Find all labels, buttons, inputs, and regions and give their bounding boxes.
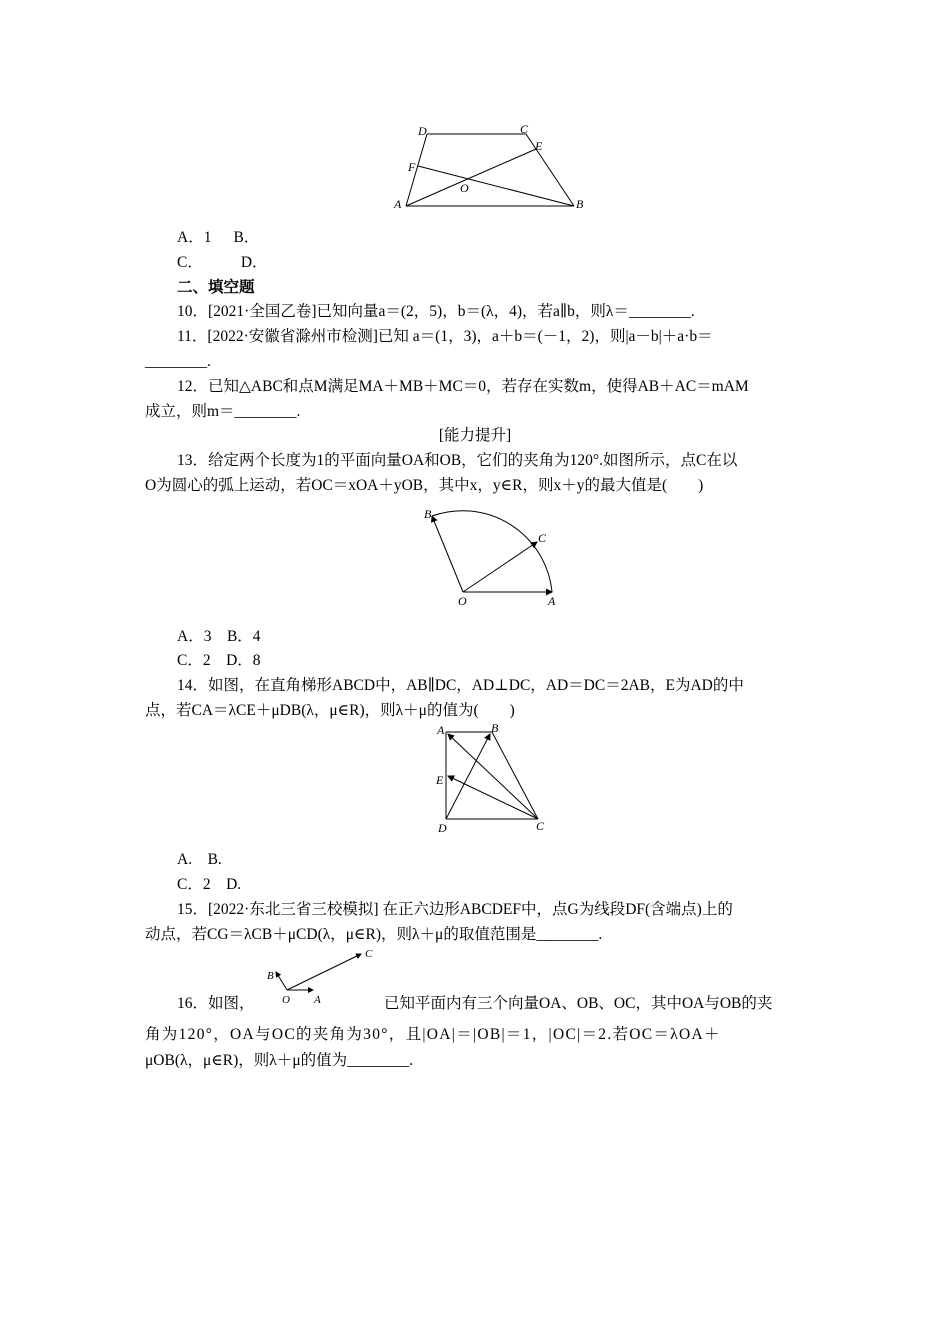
question-13-line1: 13．给定两个长度为1的平面向量OA和OB，它们的夹角为120°.如图所示，点C在以: [177, 452, 738, 469]
label-o: O: [458, 594, 467, 608]
vector-oc: [463, 542, 537, 592]
question-16-line3: μOB(λ，μ∈R)，则λ＋μ的值为________.: [145, 1052, 414, 1069]
vector-ob: [432, 516, 463, 592]
label-f: F: [408, 160, 416, 174]
segment-fb: [418, 166, 574, 206]
label-b: B: [491, 722, 499, 735]
question-13-line2: O为圆心的弧上运动，若OC＝xOA＋yOB，其中x，y∈R，则x＋y的最大值是( ): [145, 477, 704, 494]
q14-options-row2: C．2 D.: [177, 876, 242, 893]
label-o: O: [460, 181, 469, 195]
section-ability-heading: [能力提升]: [438, 427, 512, 444]
segment-bc: [492, 732, 538, 819]
question-14-line2: 点，若CA＝λCE＋μDB(λ，μ∈R)，则λ＋μ的值为( ): [145, 702, 515, 719]
arc-ba: [432, 511, 552, 592]
label-c: C: [365, 948, 373, 960]
label-d: D: [438, 821, 447, 835]
q9-option-b: B．: [233, 229, 260, 246]
label-a: A: [394, 197, 402, 211]
vector-ca: [448, 734, 538, 819]
q14-options-row1: A. B.: [177, 851, 222, 868]
label-e: E: [535, 139, 543, 153]
label-b: B: [424, 507, 432, 521]
question-11-line2: ________.: [145, 353, 211, 370]
right-trapezoid-figure: [432, 722, 552, 836]
question-11-line1: 11．[2022·安徽省滁州市检测]已知 a＝(1，3)，a＋b＝(－1，2)，则|a－b|＋a·b＝: [177, 328, 713, 345]
q9-options-row1: [177, 228, 837, 248]
question-10: 10．[2021·全国乙卷]已知向量a＝(2，5)，b＝(λ，4)，若a∥b，则λ＝________.: [177, 303, 695, 320]
label-a: A: [548, 594, 556, 608]
vector-ce: [448, 776, 538, 819]
q13-options-row1: A．3 B．4: [177, 628, 261, 645]
label-a: A: [437, 723, 445, 737]
label-b: B: [267, 970, 274, 982]
label-d: D: [418, 124, 427, 138]
question-16-line2: 角为120°，OA与OC的夹角为30°，且|OA|＝|OB|＝1，|OC|＝2.若OC＝λOA＋: [145, 1026, 721, 1043]
label-e: E: [436, 773, 444, 787]
trapezoid-figure: [390, 122, 590, 214]
q9-options-row2: [177, 253, 837, 273]
vector-ob: [276, 972, 287, 990]
label-c: C: [520, 122, 529, 136]
question-12-line1: 12．已知△ABC和点M满足MA＋MB＋MC＝0，若存在实数m，使得AB＋AC＝mAM: [177, 378, 749, 395]
section-fill-in-heading: 二、填空题: [177, 279, 255, 296]
label-c: C: [538, 531, 547, 545]
q13-options-row2: C．2 D．8: [177, 652, 261, 669]
question-14-line1: 14．如图，在直角梯形ABCD中，AB∥DC，AD⊥DC，AD＝DC＝2AB，E为AD的中: [177, 677, 744, 694]
vector-oc: [287, 954, 361, 990]
question-16-line1: 已知平面内有三个向量OA、OB、OC，其中OA与OB的夹: [384, 995, 773, 1012]
segment-ae: [406, 149, 536, 206]
q9-option-d: D．: [240, 254, 268, 271]
question-15-line1: 15．[2022·东北三省三校模拟] 在正六边形ABCDEF中，点G为线段DF(含端点)上的: [177, 901, 733, 918]
label-a: A: [314, 994, 321, 1006]
q9-option-a: A．1: [177, 229, 212, 246]
question-15-line2: 动点，若CG＝λCB＋μCD(λ，μ∈R)，则λ＋μ的取值范围是________.: [145, 926, 603, 943]
question-16-number: 16．如图，: [177, 995, 255, 1012]
question-12-line2: 成立，则m＝________.: [145, 403, 301, 420]
label-o: O: [282, 994, 290, 1006]
q9-option-c: C．: [177, 254, 203, 271]
arc-vectors-figure: [420, 502, 560, 610]
label-c: C: [536, 819, 545, 833]
three-vectors-figure: [262, 944, 382, 1006]
vector-db: [446, 734, 490, 819]
label-b: B: [576, 197, 584, 211]
